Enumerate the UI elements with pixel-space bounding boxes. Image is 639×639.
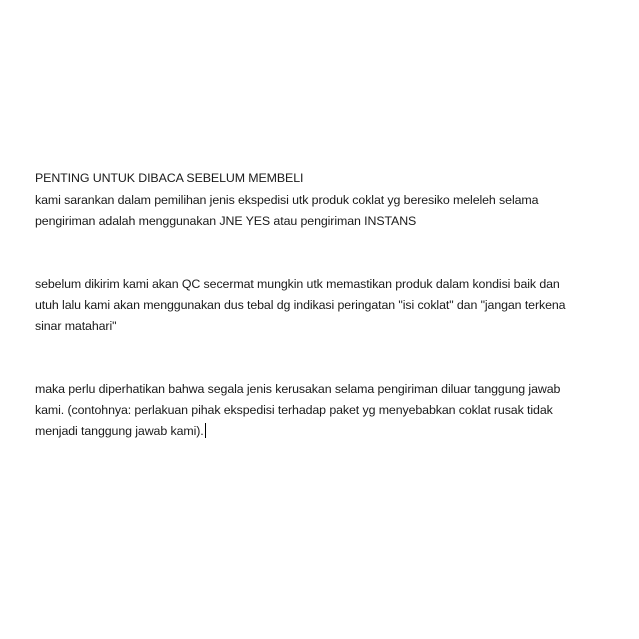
- text-cursor: [205, 423, 207, 438]
- paragraph-line: kami. (contohnya: perlakuan pihak ekspedisi terhadap paket yg menyebabkan coklat rusak tidak: [35, 403, 553, 417]
- paragraph-expedition-advice: [35, 190, 620, 232]
- paragraph-line: pengiriman adalah menggunakan JNE YES atau pengiriman INSTANS: [35, 214, 417, 228]
- heading-text: PENTING UNTUK DIBACA SEBELUM MEMBELI: [35, 171, 304, 185]
- paragraph-quality-check: [35, 274, 620, 337]
- paragraph-line: utuh lalu kami akan menggunakan dus tebal dg indikasi peringatan "isi coklat" dan "jangan terkena: [35, 298, 566, 312]
- document-body[interactable]: [35, 168, 620, 442]
- paragraph-line: sinar matahari": [35, 319, 117, 333]
- paragraph-last-line: [35, 421, 620, 442]
- paragraph-line: sebelum dikirim kami akan QC secermat mungkin utk memastikan produk dalam kondisi baik dan: [35, 277, 560, 291]
- paragraph-liability-notice: [35, 379, 620, 442]
- paragraph-line-text: menjadi tanggung jawab kami).: [35, 424, 204, 438]
- paragraph-line: kami sarankan dalam pemilihan jenis ekspedisi utk produk coklat yg beresiko meleleh selama: [35, 193, 539, 207]
- paragraph-line: maka perlu diperhatikan bahwa segala jenis kerusakan selama pengiriman diluar tanggung jawab: [35, 382, 561, 396]
- document-heading: [35, 168, 620, 189]
